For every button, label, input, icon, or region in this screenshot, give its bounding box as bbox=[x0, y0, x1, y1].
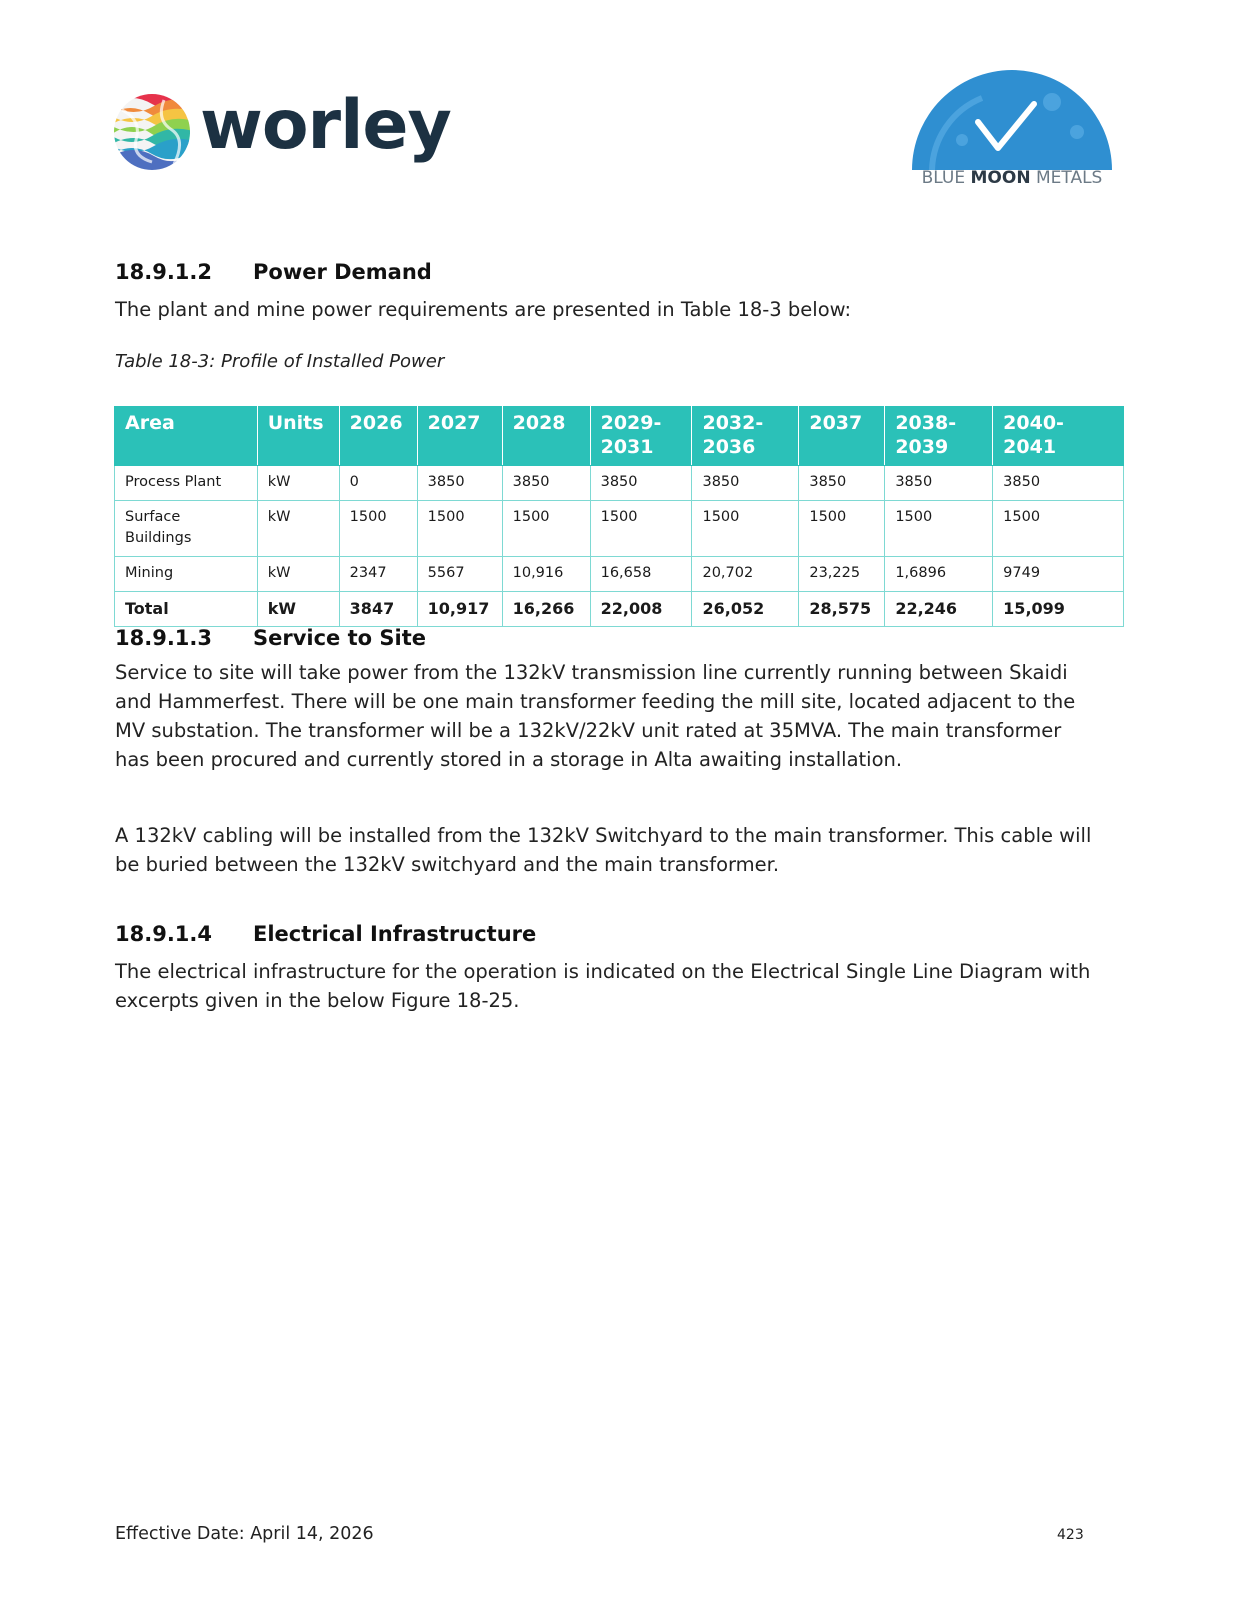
section-title: Service to Site bbox=[253, 626, 426, 650]
table-cell: 10,917 bbox=[417, 592, 502, 627]
section-heading-power-demand bbox=[115, 260, 432, 284]
table-cell: 3850 bbox=[692, 466, 799, 501]
table-body bbox=[115, 466, 1124, 627]
table-cell: kW bbox=[257, 592, 339, 627]
table-header-cell: 2029- 2031 bbox=[590, 407, 692, 466]
table-cell: 1500 bbox=[502, 501, 590, 557]
table-cell: 1500 bbox=[993, 501, 1124, 557]
power-demand-intro: The plant and mine power requirements are presented in Table 18-3 below: bbox=[115, 298, 852, 321]
table-header-cell: 2040- 2041 bbox=[993, 407, 1124, 466]
table-cell: 22,246 bbox=[885, 592, 993, 627]
table-cell: kW bbox=[257, 501, 339, 557]
table-header-cell: 2032- 2036 bbox=[692, 407, 799, 466]
table-cell: 3850 bbox=[993, 466, 1124, 501]
blue-moon-metals-logo bbox=[902, 62, 1122, 192]
table-header-row bbox=[115, 407, 1124, 466]
blue-moon-icon bbox=[902, 62, 1122, 172]
worley-swirl-icon bbox=[112, 90, 196, 174]
table-header-cell: 2038- 2039 bbox=[885, 407, 993, 466]
table-cell: 1500 bbox=[417, 501, 502, 557]
footer-page-number: 423 bbox=[1057, 1527, 1084, 1543]
table-row bbox=[115, 466, 1124, 501]
table-cell: 16,266 bbox=[502, 592, 590, 627]
table-row-label: Total bbox=[115, 592, 258, 627]
table-cell: 9749 bbox=[993, 557, 1124, 592]
table-header-cell: Area bbox=[115, 407, 258, 466]
table-cell: 0 bbox=[339, 466, 417, 501]
table-cell: 1500 bbox=[799, 501, 885, 557]
table-cell: 22,008 bbox=[590, 592, 692, 627]
table-header-cell: 2037 bbox=[799, 407, 885, 466]
section-heading-service-to-site bbox=[115, 626, 426, 650]
table-cell: 1,6896 bbox=[885, 557, 993, 592]
table-cell: 16,658 bbox=[590, 557, 692, 592]
table-cell: 23,225 bbox=[799, 557, 885, 592]
table-header-cell: 2026 bbox=[339, 407, 417, 466]
table-row bbox=[115, 592, 1124, 627]
section-number: 18.9.1.3 bbox=[115, 626, 212, 650]
electrical-infrastructure-paragraph: The electrical infrastructure for the operation is indicated on the Electrical Single Line Diagram with excerpts given in the below Figure 18-25. bbox=[115, 960, 1091, 1012]
service-to-site-paragraph-2: A 132kV cabling will be installed from the 132kV Switchyard to the main transformer. This cable will be buried between the 132kV switchyard and the main transformer. bbox=[115, 824, 1092, 876]
table-row bbox=[115, 501, 1124, 557]
table-cell: 3847 bbox=[339, 592, 417, 627]
footer-effective-date: Effective Date: April 14, 2026 bbox=[115, 1524, 374, 1544]
table-cell: 5567 bbox=[417, 557, 502, 592]
table-cell: 28,575 bbox=[799, 592, 885, 627]
worley-logo bbox=[112, 86, 452, 176]
table-row-label: Process Plant bbox=[115, 466, 258, 501]
table-cell: kW bbox=[257, 557, 339, 592]
bmm-word-metals: METALS bbox=[1030, 168, 1103, 188]
table-cell: 3850 bbox=[502, 466, 590, 501]
table-caption: Table 18-3: Profile of Installed Power bbox=[115, 351, 445, 372]
table-cell: 1500 bbox=[885, 501, 993, 557]
table-cell: 3850 bbox=[799, 466, 885, 501]
blue-moon-metals-wordmark bbox=[902, 168, 1122, 188]
table-header-cell: Units bbox=[257, 407, 339, 466]
table-cell: kW bbox=[257, 466, 339, 501]
section-title: Power Demand bbox=[253, 260, 432, 284]
bmm-word-blue: BLUE bbox=[921, 168, 971, 188]
table-header-cell: 2027 bbox=[417, 407, 502, 466]
table-cell: 2347 bbox=[339, 557, 417, 592]
table-row bbox=[115, 557, 1124, 592]
table-cell: 26,052 bbox=[692, 592, 799, 627]
table-cell: 1500 bbox=[339, 501, 417, 557]
installed-power-table bbox=[114, 406, 1124, 627]
bmm-word-moon: MOON bbox=[970, 168, 1031, 188]
section-number: 18.9.1.4 bbox=[115, 922, 212, 946]
section-heading-electrical-infrastructure bbox=[115, 922, 536, 946]
table-header-cell: 2028 bbox=[502, 407, 590, 466]
table-cell: 3850 bbox=[590, 466, 692, 501]
table-cell: 3850 bbox=[417, 466, 502, 501]
section-number: 18.9.1.2 bbox=[115, 260, 212, 284]
table-row-label: Mining bbox=[115, 557, 258, 592]
worley-wordmark: worley bbox=[200, 86, 451, 165]
table-cell: 1500 bbox=[692, 501, 799, 557]
table-cell: 3850 bbox=[885, 466, 993, 501]
service-to-site-paragraph-1: Service to site will take power from the 132kV transmission line currently running between Skaidi and Hammerfest. There will be one main transformer feeding the mill site, located adjacent to the MV substation. The transformer will be a 132kV/22kV unit rated at 35MVA. The main transformer has been procured and currently stored in a storage in Alta awaiting installation. bbox=[115, 661, 1076, 771]
table-cell: 10,916 bbox=[502, 557, 590, 592]
table-cell: 20,702 bbox=[692, 557, 799, 592]
table-cell: 1500 bbox=[590, 501, 692, 557]
table-cell: 15,099 bbox=[993, 592, 1124, 627]
section-title: Electrical Infrastructure bbox=[253, 922, 537, 946]
table-row-label: Surface Buildings bbox=[115, 501, 258, 557]
